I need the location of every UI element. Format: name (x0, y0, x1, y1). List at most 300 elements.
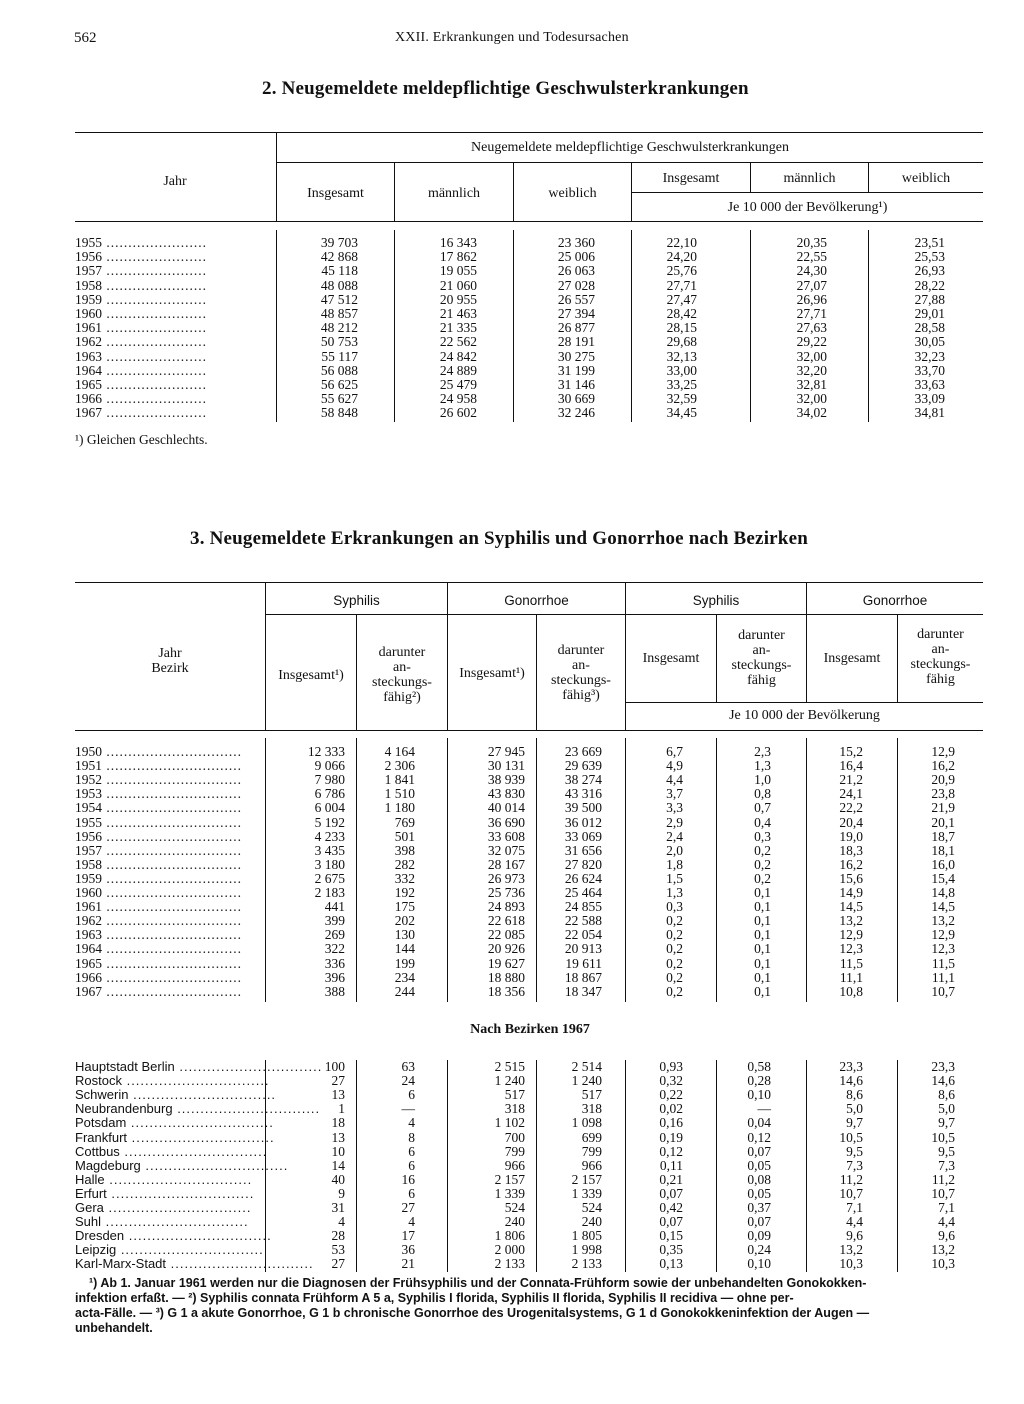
cell-ins: 39 703 (320, 235, 358, 250)
row-label (75, 1242, 264, 1258)
cell-rs: 0,15 (659, 1228, 683, 1244)
table2-col-weiblich: weiblich (548, 186, 597, 201)
cell-rga: 9,6 (938, 1228, 955, 1244)
cell-m: 22 562 (439, 334, 477, 350)
cell-rsa: 1,0 (754, 772, 771, 788)
leader-dots: ............................... (102, 870, 242, 886)
cell-rsa: 0,1 (754, 899, 771, 915)
cell-w: 28 191 (557, 334, 595, 350)
row-label-text: 1961 (75, 899, 102, 915)
cell-s: 6 786 (314, 786, 345, 802)
table-row (0, 406, 1024, 420)
row-label-text: 1957 (75, 842, 102, 858)
cell-rga: 10,7 (931, 1185, 955, 1201)
row-label-text: 1957 (75, 263, 102, 279)
table-row (0, 335, 1024, 349)
cell-rs: 0,32 (659, 1073, 683, 1089)
cell-w: 27 394 (557, 306, 595, 321)
cell-rm: 32,81 (796, 377, 827, 392)
cell-rga: 10,5 (931, 1129, 955, 1145)
table-row (0, 378, 1024, 392)
table3-group-syphilis-rate: Syphilis (692, 593, 740, 608)
row-label-text: Hauptstadt Berlin (75, 1059, 175, 1074)
cell-rw: 33,70 (914, 362, 945, 378)
cell-rsa: 1,3 (754, 758, 771, 774)
row-label-text: Halle (75, 1171, 105, 1187)
row-label (75, 406, 265, 420)
cell-rg: 8,6 (846, 1087, 863, 1103)
cell-rga: 5,0 (938, 1101, 955, 1117)
cell-rg: 13,2 (839, 913, 863, 929)
table3-rate-rule (625, 702, 983, 703)
row-label (75, 1187, 255, 1201)
table-row (0, 364, 1024, 378)
cell-rins: 28,15 (666, 320, 697, 336)
table3-stub-header-bezirk: Bezirk (151, 661, 189, 676)
cell-rw: 29,01 (914, 306, 945, 321)
leader-dots: ............................... (101, 1214, 249, 1230)
cell-rs: 6,7 (666, 744, 683, 759)
cell-g: 40 014 (487, 800, 525, 816)
cell-w: 26 063 (557, 263, 595, 279)
cell-m: 21 335 (439, 320, 477, 336)
leader-dots: ....................... (102, 306, 207, 321)
cell-ga: 517 (581, 1087, 602, 1103)
cell-rg: 22,2 (839, 800, 863, 816)
cell-rsa: 0,05 (747, 1185, 771, 1201)
cell-sa: 202 (394, 913, 415, 929)
cell-g: 24 893 (487, 899, 525, 915)
cell-ga: 19 611 (565, 955, 602, 971)
table-row (0, 759, 1024, 773)
table-row (0, 773, 1024, 787)
cell-rs: 0,02 (659, 1101, 683, 1117)
table-row (0, 293, 1024, 307)
cell-g: 27 945 (487, 744, 525, 759)
cell-rs: 1,5 (666, 870, 683, 886)
row-label-text: 1954 (75, 800, 102, 816)
row-label-text: 1966 (75, 969, 102, 985)
table-row (0, 858, 1024, 872)
row-label (75, 816, 255, 830)
row-label-text: 1965 (75, 955, 102, 971)
cell-ga: 29 639 (564, 758, 602, 774)
cell-rs: 0,42 (659, 1200, 683, 1215)
table-row (0, 1159, 1024, 1173)
cell-rs: 0,2 (666, 969, 683, 985)
cell-g: 240 (504, 1214, 525, 1230)
cell-rs: 0,07 (659, 1214, 683, 1230)
cell-rg: 4,4 (846, 1214, 863, 1230)
table-row (0, 1243, 1024, 1257)
row-label-text: Potsdam (75, 1115, 127, 1131)
cell-ins: 56 625 (320, 377, 358, 392)
table2-col-insgesamt: Insgesamt (307, 186, 364, 201)
cell-rsa: 0,1 (754, 913, 771, 929)
cell-rsa: 0,1 (754, 983, 771, 999)
table-row (0, 1074, 1024, 1088)
table-row (0, 1131, 1024, 1145)
cell-rga: 10,3 (931, 1256, 955, 1272)
leader-dots: ............................... (124, 1228, 272, 1244)
cell-s: 5 192 (314, 814, 345, 830)
cell-sa: 17 (401, 1228, 415, 1244)
table2-footnote: ¹) Gleichen Geschlechts. (75, 432, 208, 447)
cell-rs: 0,22 (659, 1087, 683, 1103)
leader-dots: ............................... (102, 814, 242, 830)
table-row (0, 279, 1024, 293)
table-row (0, 787, 1024, 801)
table-row (0, 745, 1024, 759)
header-line: fähig²) (383, 690, 421, 705)
cell-rm: 24,30 (796, 263, 827, 279)
cell-ga: 31 656 (564, 842, 602, 858)
leader-dots: ....................... (102, 362, 207, 378)
header-line: an- (572, 658, 590, 673)
cell-rins: 27,47 (666, 291, 697, 307)
table-row (0, 801, 1024, 815)
cell-s: 10 (331, 1143, 345, 1159)
table-row (0, 900, 1024, 914)
table3-top-rule (75, 582, 983, 583)
cell-rg: 24,1 (839, 786, 863, 802)
leader-dots: ............................... (103, 1200, 252, 1215)
cell-s: 1 (338, 1101, 345, 1117)
cell-g: 799 (504, 1143, 525, 1159)
leader-dots: ............................... (121, 1073, 270, 1089)
cell-g: 32 075 (487, 842, 525, 858)
header-line: an- (931, 642, 950, 657)
row-label (75, 1087, 277, 1103)
cell-s: 27 (331, 1256, 345, 1272)
row-label (75, 1059, 323, 1074)
cell-rsa: 0,12 (747, 1129, 771, 1145)
cell-ga: 33 069 (564, 828, 602, 844)
cell-rsa: 0,8 (754, 786, 771, 802)
cell-rins: 28,42 (666, 306, 697, 321)
cell-rga: 11,5 (931, 955, 955, 971)
row-label (75, 293, 265, 307)
cell-ins: 56 088 (320, 362, 358, 378)
cell-ga: 240 (581, 1214, 602, 1230)
cell-g: 38 939 (487, 772, 525, 788)
cell-m: 21 463 (439, 306, 477, 321)
cell-m: 16 343 (439, 235, 477, 250)
cell-rsa: 0,10 (747, 1087, 771, 1103)
cell-rg: 16,2 (839, 856, 863, 872)
cell-ga: 27 820 (564, 856, 602, 872)
row-label-text: 1958 (75, 277, 102, 293)
cell-rg: 14,9 (839, 885, 863, 900)
cell-ga: 39 500 (564, 800, 602, 816)
leader-dots: ....................... (102, 320, 207, 336)
cell-g: 2 157 (494, 1171, 525, 1187)
cell-g: 2 515 (494, 1059, 525, 1074)
leader-dots: ............................... (126, 1115, 274, 1131)
cell-s: 12 333 (307, 744, 345, 759)
cell-rm: 32,00 (796, 391, 827, 407)
cell-g: 318 (504, 1101, 525, 1117)
cell-m: 25 479 (439, 377, 477, 392)
leader-dots: ............................... (102, 913, 242, 929)
table2-col-rate-maennlich: männlich (783, 171, 836, 186)
cell-sa: 398 (394, 842, 415, 858)
cell-rg: 14,6 (839, 1073, 863, 1089)
cell-ga: 2 514 (571, 1059, 602, 1074)
cell-rga: 7,1 (938, 1200, 955, 1215)
cell-s: 269 (324, 927, 345, 943)
table-row (0, 1215, 1024, 1229)
cell-ga: 23 669 (564, 744, 602, 759)
cell-s: 336 (324, 955, 345, 971)
header-line: steckungs- (551, 673, 611, 688)
cell-g: 517 (504, 1087, 525, 1103)
cell-s: 18 (331, 1115, 345, 1131)
table-row (0, 1102, 1024, 1116)
row-label-text: 1952 (75, 772, 102, 788)
cell-g: 43 830 (487, 786, 525, 802)
cell-rins: 24,20 (666, 249, 697, 265)
leader-dots: ............................... (102, 941, 242, 957)
cell-ins: 55 117 (321, 348, 358, 364)
cell-s: 27 (331, 1073, 345, 1089)
table-row (0, 1229, 1024, 1243)
subheading-text: Nach Bezirken 1967 (470, 1022, 590, 1037)
row-label (75, 858, 255, 872)
cell-rw: 30,05 (914, 334, 945, 350)
cell-g: 26 973 (487, 870, 525, 886)
table3-footnotes (75, 1276, 985, 1336)
cell-rga: 16,2 (931, 758, 955, 774)
table3-rate-unit: Je 10 000 der Bevölkerung (729, 708, 880, 723)
cell-rsa: 0,07 (747, 1214, 771, 1230)
row-label-text: 1960 (75, 885, 102, 900)
cell-g: 2 000 (494, 1242, 525, 1258)
row-label-text: 1958 (75, 856, 102, 872)
leader-dots: ............................... (102, 983, 242, 999)
cell-rga: 9,7 (938, 1115, 955, 1131)
cell-s: 388 (324, 983, 345, 999)
row-label-text: 1953 (75, 786, 102, 802)
leader-dots: ............................... (104, 1171, 253, 1187)
row-label-text: 1963 (75, 348, 102, 364)
cell-w: 32 246 (557, 405, 595, 421)
cell-g: 22 085 (487, 927, 525, 943)
row-label-text: 1967 (75, 983, 102, 999)
row-label (75, 307, 265, 321)
table3-col-gonorrhoe-darunter (537, 643, 625, 703)
table2-top-rule (75, 132, 983, 133)
cell-rga: 13,2 (931, 1242, 955, 1258)
cell-rsa: 0,1 (754, 885, 771, 900)
cell-ins: 48 212 (320, 320, 358, 336)
cell-sa: 4 (408, 1115, 415, 1131)
cell-rw: 28,22 (914, 277, 945, 293)
cell-ins: 45 118 (321, 263, 358, 279)
cell-rs: 2,0 (666, 842, 683, 858)
cell-rga: 15,4 (931, 870, 955, 886)
row-label (75, 773, 255, 787)
cell-g: 2 133 (494, 1256, 525, 1272)
cell-rga: 16,0 (931, 856, 955, 872)
leader-dots: ............................... (102, 786, 242, 802)
cell-rsa: 0,3 (754, 828, 771, 844)
leader-dots: ....................... (102, 391, 207, 407)
cell-ins: 48 088 (320, 277, 358, 293)
row-label (75, 886, 255, 900)
row-label (75, 914, 255, 928)
table-row (0, 321, 1024, 335)
leader-dots: ....................... (102, 405, 207, 421)
cell-s: 53 (331, 1242, 345, 1258)
row-label-text: 1955 (75, 235, 102, 250)
cell-rga: 7,3 (938, 1157, 955, 1173)
cell-rins: 32,59 (666, 391, 697, 407)
cell-sa: 332 (394, 870, 415, 886)
table-row (0, 872, 1024, 886)
table3-stub-header-jahr: Jahr (158, 646, 182, 661)
header-line: an- (752, 643, 771, 658)
table2-title: 2. Neugemeldete meldepflichtige Geschwulsterkrankungen (262, 78, 749, 99)
cell-g: 33 608 (487, 828, 525, 844)
cell-rg: 18,3 (839, 842, 863, 858)
table-row (0, 392, 1024, 406)
cell-rs: 0,12 (659, 1143, 683, 1159)
row-label-text: Erfurt (75, 1185, 107, 1201)
cell-ga: 1 805 (571, 1228, 602, 1244)
cell-rs: 0,11 (659, 1157, 683, 1173)
cell-sa: 144 (394, 941, 415, 957)
cell-g: 19 627 (487, 955, 525, 971)
cell-rga: 9,5 (938, 1143, 955, 1159)
row-label-text: Rostock (75, 1073, 122, 1089)
cell-rg: 12,3 (839, 941, 863, 957)
header-line: steckungs- (731, 658, 792, 673)
cell-sa: 63 (401, 1059, 415, 1074)
table-row (0, 236, 1024, 250)
header-line: darunter (738, 628, 785, 643)
cell-rins: 25,76 (666, 263, 697, 279)
row-label-text: Neubrandenburg (75, 1101, 173, 1117)
cell-sa: 175 (394, 899, 415, 915)
cell-sa: 6 (408, 1087, 415, 1103)
cell-rm: 34,02 (796, 405, 827, 421)
cell-rg: 5,0 (846, 1101, 863, 1117)
cell-m: 19 055 (439, 263, 477, 279)
cell-m: 17 862 (439, 249, 477, 265)
cell-ga: 1 998 (571, 1242, 602, 1258)
cell-sa: 1 841 (384, 772, 415, 788)
row-label (75, 957, 255, 971)
cell-rsa: 0,7 (754, 800, 771, 816)
cell-s: 28 (331, 1228, 345, 1244)
table-row (0, 914, 1024, 928)
cell-rm: 27,71 (796, 306, 827, 321)
cell-rw: 25,53 (914, 249, 945, 265)
leader-dots: ............................... (102, 758, 242, 774)
cell-ins: 42 868 (320, 249, 358, 265)
cell-rs: 4,4 (666, 772, 683, 788)
header-line: steckungs- (372, 675, 432, 690)
table2-col-rate-insgesamt: Insgesamt (662, 171, 720, 186)
table-row (0, 971, 1024, 985)
table-row (0, 250, 1024, 264)
cell-s: 2 675 (314, 870, 345, 886)
cell-rg: 20,4 (839, 814, 863, 830)
cell-m: 21 060 (439, 277, 477, 293)
cell-rs: 0,13 (659, 1256, 683, 1272)
cell-rg: 16,4 (839, 758, 863, 774)
row-label (75, 830, 255, 844)
cell-s: 31 (331, 1200, 345, 1215)
row-label-text: 1950 (75, 744, 102, 759)
cell-ga: 24 855 (564, 899, 602, 915)
cell-rg: 21,2 (839, 772, 863, 788)
cell-ga: 2 133 (571, 1256, 602, 1272)
cell-g: 18 356 (487, 983, 525, 999)
row-label (75, 1201, 255, 1215)
cell-rsa: 0,10 (747, 1256, 771, 1272)
row-label-text: Karl-Marx-Stadt (75, 1256, 167, 1272)
table3-col-syphilis-darunter (357, 645, 447, 705)
cell-rs: 0,35 (659, 1242, 683, 1258)
cell-ins: 48 857 (320, 306, 358, 321)
table3-title: 3. Neugemeldete Erkrankungen an Syphilis und Gonorrhoe nach Bezirken (190, 528, 808, 549)
cell-rg: 15,6 (839, 870, 863, 886)
cell-w: 23 360 (557, 235, 595, 250)
cell-rsa: 0,07 (747, 1143, 771, 1159)
table-row (0, 957, 1024, 971)
cell-rg: 11,2 (839, 1171, 863, 1187)
row-label (75, 787, 255, 801)
cell-s: 4 233 (314, 828, 345, 844)
cell-rins: 27,71 (666, 277, 697, 293)
cell-rm: 32,00 (796, 348, 827, 364)
row-label-text: Magdeburg (75, 1157, 141, 1173)
row-label-text: 1956 (75, 249, 102, 265)
leader-dots: ....................... (102, 249, 207, 265)
row-label (75, 1143, 268, 1159)
table-row (0, 830, 1024, 844)
cell-rga: 12,9 (931, 744, 955, 759)
cell-g: 20 926 (487, 941, 525, 957)
cell-sa: 130 (394, 927, 415, 943)
cell-s: 6 004 (314, 800, 345, 816)
table3-col-rate-syphilis-insgesamt: Insgesamt (642, 651, 700, 666)
leader-dots: ............................... (102, 927, 242, 943)
table3-subheading (0, 1022, 1024, 1038)
footnote-line: acta-Fälle. — ³) G 1 a akute Gonorrhoe, G 1 b chronische Gonorrhoe des Urogenitalsystems, G 1 d Gonokokkeninfektion der Augen — (75, 1306, 870, 1320)
cell-rsa: 0,2 (754, 856, 771, 872)
cell-rsa: 0,1 (754, 955, 771, 971)
cell-g: 28 167 (487, 856, 525, 872)
row-label (75, 236, 265, 250)
cell-sa: 4 (408, 1214, 415, 1230)
row-label (75, 321, 265, 335)
cell-g: 966 (504, 1157, 525, 1173)
cell-rg: 14,5 (839, 899, 863, 915)
row-label-text: 1959 (75, 291, 102, 307)
cell-s: 40 (331, 1171, 345, 1187)
cell-rga: 14,5 (931, 899, 955, 915)
cell-rsa: 0,04 (747, 1115, 771, 1131)
cell-sa: 16 (401, 1171, 415, 1187)
cell-ga: 2 157 (571, 1171, 602, 1187)
table-row (0, 1201, 1024, 1215)
table-row (0, 844, 1024, 858)
cell-s: 396 (324, 969, 345, 985)
cell-rga: 18,1 (931, 842, 955, 858)
